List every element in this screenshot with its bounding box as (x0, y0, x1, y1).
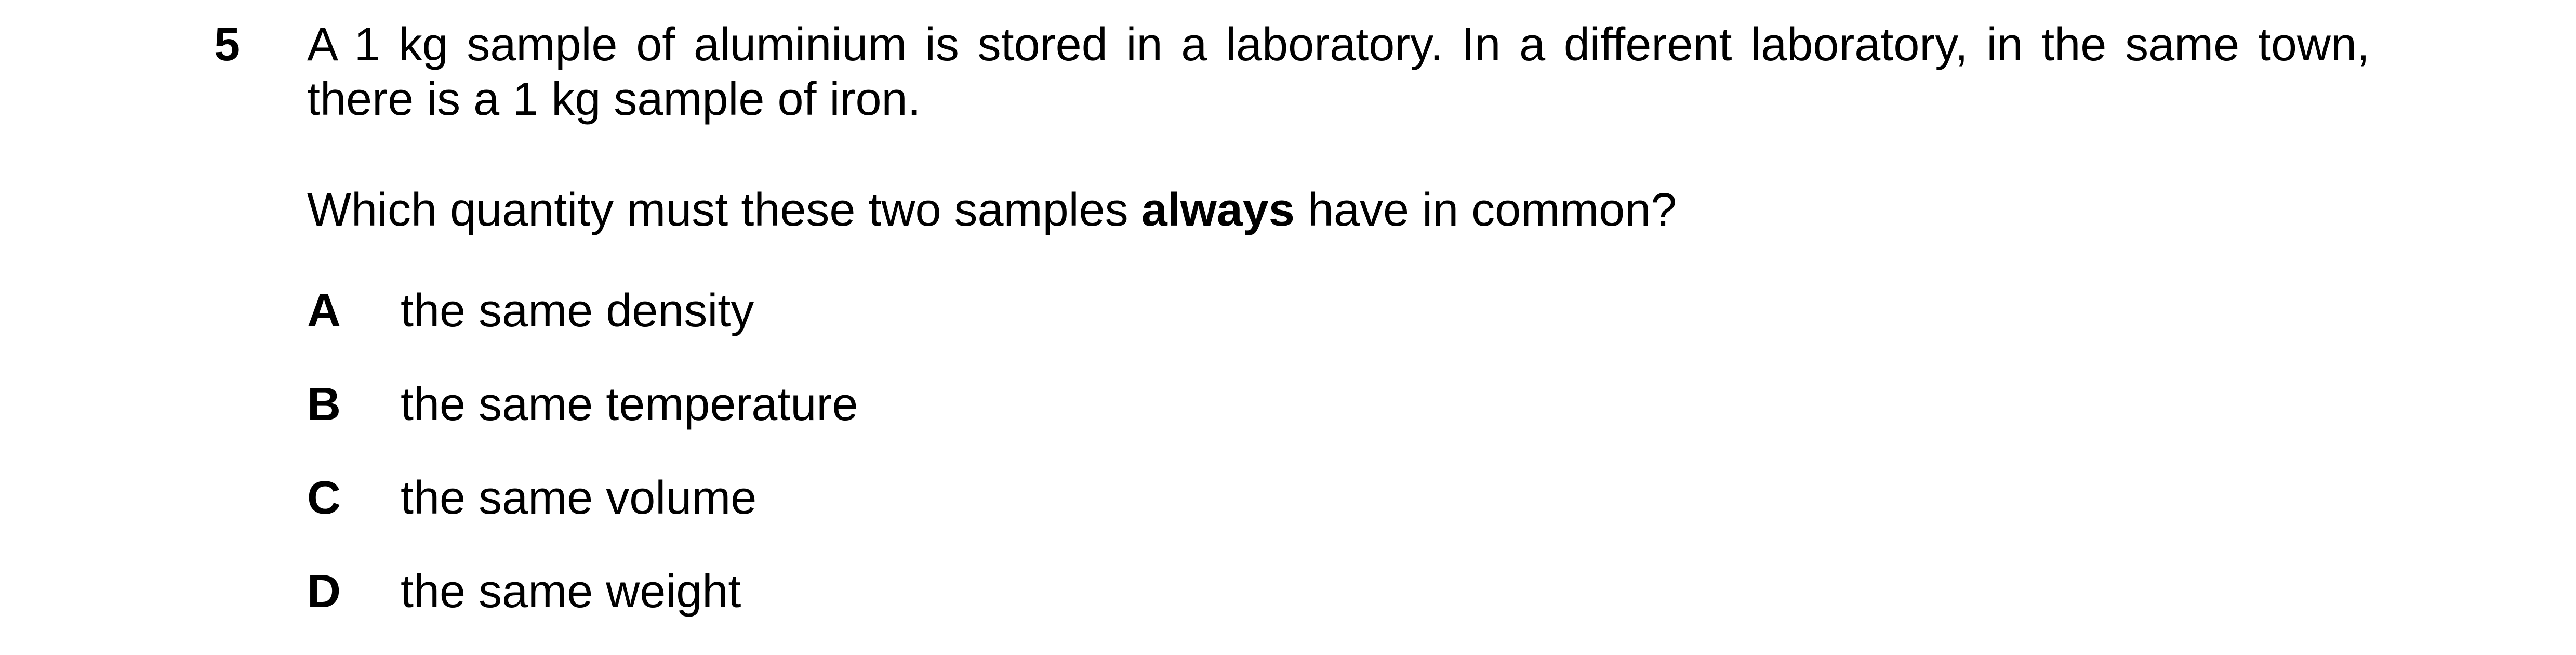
option-letter: B (307, 378, 341, 430)
option-text: the same density (401, 285, 754, 337)
question-prompt (307, 183, 1677, 238)
option-letter: C (307, 472, 341, 524)
option-text: the same volume (401, 472, 757, 524)
question-number: 5 (214, 19, 241, 71)
prompt-emphasis: always (1141, 184, 1295, 236)
question-stem: A 1 kg sample of aluminium is stored in a laboratory. In a different laboratory, in the same town, there is a 1 kg sample of iron. (307, 19, 2370, 125)
prompt-text-before: Which quantity must these two samples (307, 184, 1141, 236)
option-text: the same temperature (401, 378, 858, 430)
option-letter: A (307, 285, 341, 337)
prompt-text-after: have in common? (1294, 184, 1677, 236)
option-text: the same weight (401, 566, 741, 618)
option-letter: D (307, 566, 341, 618)
